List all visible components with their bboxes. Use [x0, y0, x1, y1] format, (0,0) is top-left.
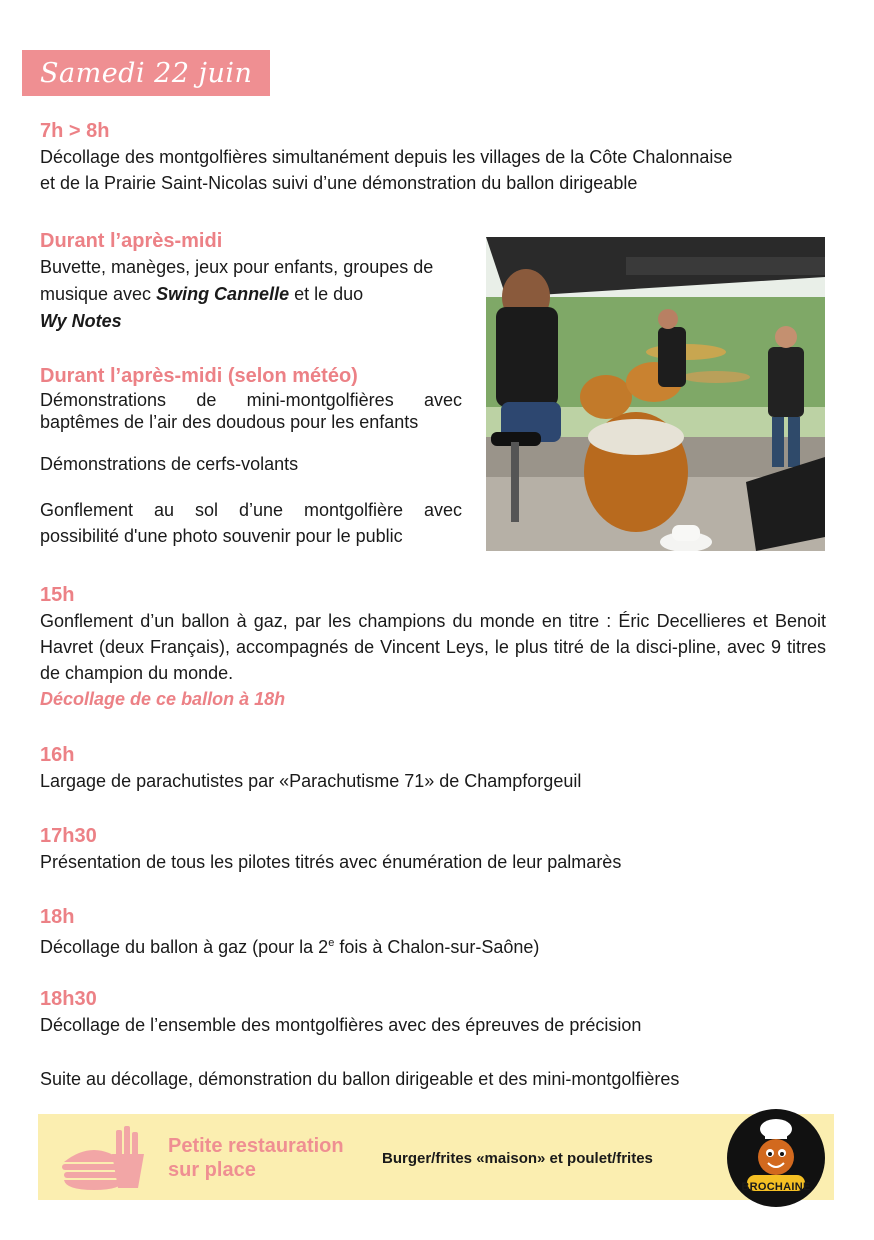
- event-time: 16h: [40, 744, 75, 766]
- brochaine-logo: [727, 1109, 825, 1207]
- resto-title-line: sur place: [168, 1159, 256, 1181]
- event-text: Gonflement au sol d’une montgolfière avec possibilité d'une photo souvenir pour le public: [40, 500, 462, 546]
- event-text: Suite au décollage, démonstration du ballon dirigeable et des mini-montgolfières: [40, 1069, 680, 1089]
- event-text-end: fois à Chalon-sur-Saône): [334, 937, 540, 957]
- resto-title: [168, 1134, 368, 1182]
- band-photo: [486, 237, 825, 551]
- resto-menu: Burger/frites «maison» et poulet/frites: [382, 1150, 653, 1167]
- event-17h30: [40, 823, 840, 875]
- event-time: 18h: [40, 906, 75, 928]
- event-18h30: [40, 986, 840, 1092]
- event-time: Durant l’après-midi: [40, 230, 223, 252]
- ordinal-superscript: e: [328, 937, 335, 949]
- event-text: Démonstrations de cerfs-volants: [40, 454, 299, 474]
- event-text: Décollage de l’ensemble des montgolfières avec des épreuves de précision: [40, 1015, 642, 1035]
- event-text-start: Buvette, manèges, jeux pour enfants, groupes de musique avec: [40, 257, 434, 304]
- event-time: Durant l’après-midi (selon météo): [40, 365, 358, 387]
- date-banner: [22, 50, 270, 96]
- band-photo-illustration: [486, 237, 825, 551]
- event-text: Présentation de tous les pilotes titrés avec énumération de leur palmarès: [40, 852, 622, 872]
- event-text: [40, 254, 462, 335]
- event-text-start: Décollage du ballon à gaz (pour la 2: [40, 937, 329, 957]
- event-afternoon-weather: [40, 363, 462, 549]
- logo-text: BROCHAINE: [741, 1181, 811, 1193]
- food-band: [38, 1114, 834, 1200]
- event-time: 17h30: [40, 825, 97, 847]
- event-16h: [40, 742, 840, 794]
- band-name: Swing Cannelle: [156, 284, 290, 304]
- burger-fries-icon: [54, 1124, 154, 1194]
- date-title: Samedi 22 juin: [40, 57, 253, 89]
- event-text: [40, 930, 840, 960]
- event-18h: [40, 904, 840, 960]
- event-time: 18h30: [40, 988, 97, 1010]
- event-text: Largage de parachutistes par «Parachutisme 71» de Champforgeuil: [40, 771, 582, 791]
- event-15h: [40, 582, 826, 712]
- event-note: Décollage de ce ballon à 18h: [40, 689, 286, 709]
- event-text-mid: et le duo: [289, 284, 364, 304]
- event-time: 7h > 8h: [40, 120, 110, 142]
- event-afternoon: [40, 228, 462, 335]
- event-7h: [40, 118, 840, 196]
- event-text: Démonstrations de mini-montgolfières avec baptêmes de l’air des doudous pour les enfants: [40, 390, 462, 432]
- event-text-line: et de la Prairie Saint-Nicolas suivi d’une démonstration du ballon dirigeable: [40, 173, 638, 193]
- resto-title-line: Petite restauration: [168, 1135, 344, 1157]
- event-time: 15h: [40, 584, 75, 606]
- event-text: Gonflement d’un ballon à gaz, par les champions du monde en titre : Éric Decellieres et Benoit Havret (deux Français), accompagnés de Vincent Leys, le plus titré de la disci-pline, avec 9 titres de champion du monde.: [40, 611, 826, 683]
- band-name: Wy Notes: [40, 311, 122, 331]
- event-text-line: Décollage des montgolfières simultanément depuis les villages de la Côte Chalonnaise: [40, 147, 733, 167]
